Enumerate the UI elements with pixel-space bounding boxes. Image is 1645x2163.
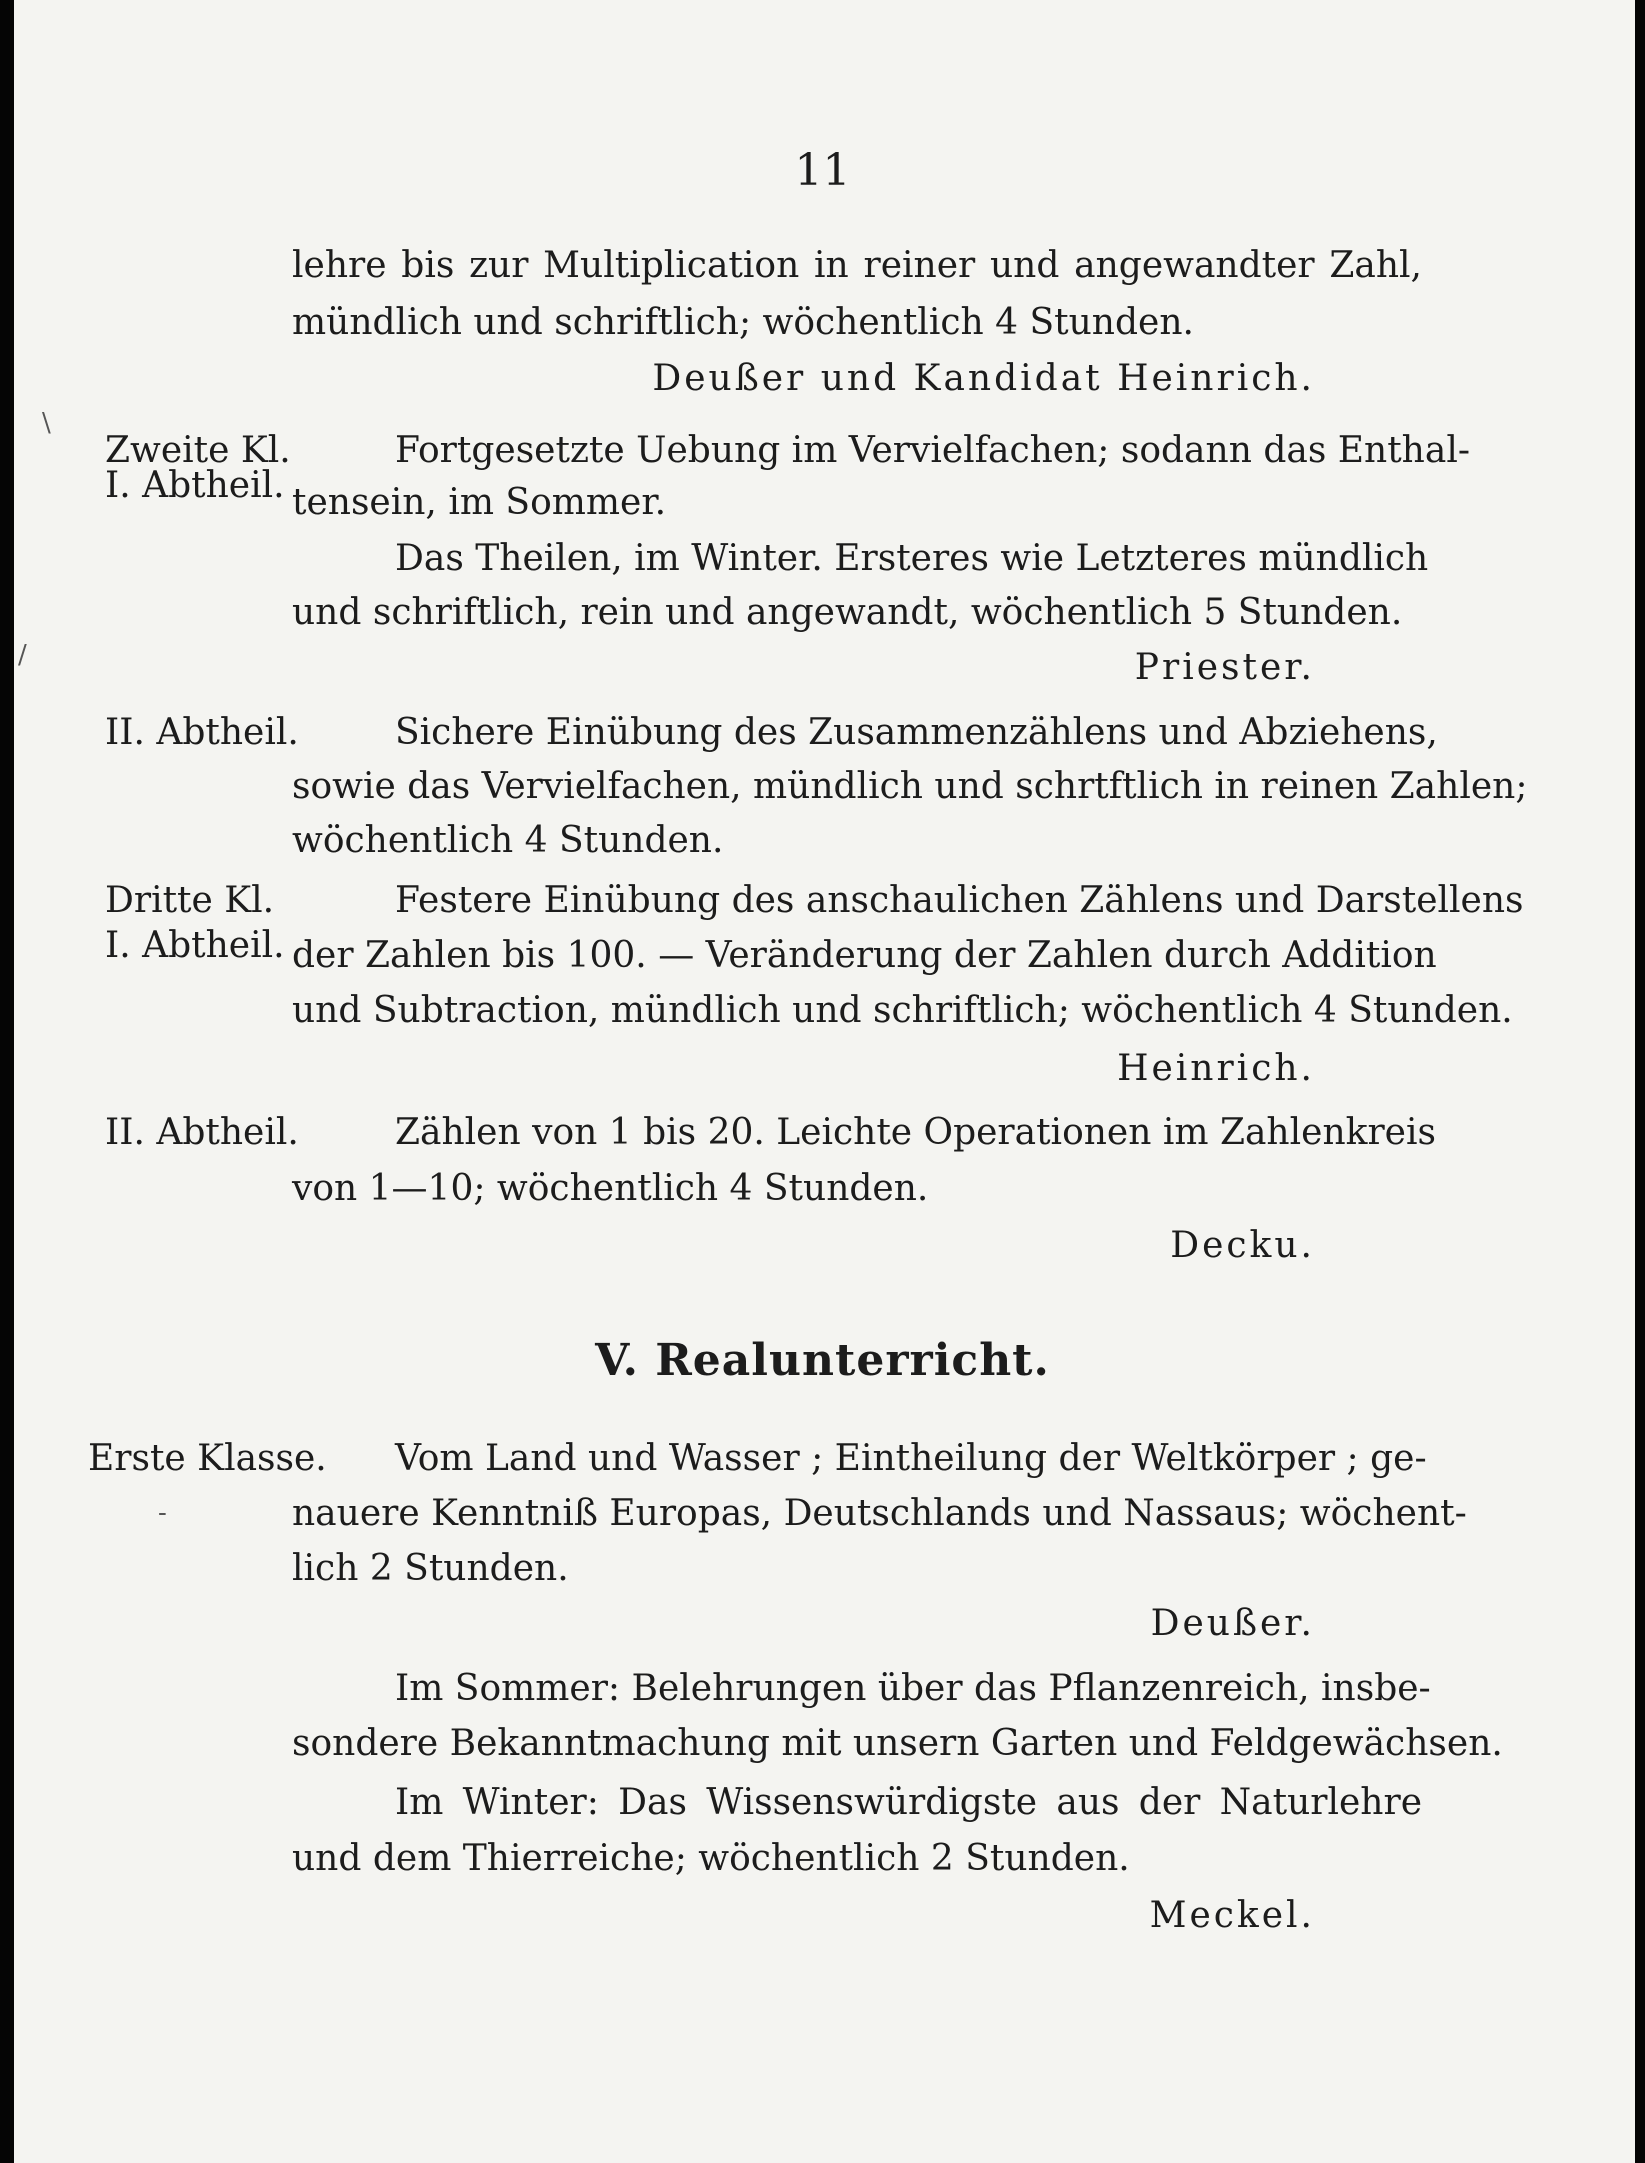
text-line: Vom Land und Wasser ; Eintheilung der Weltkörper ; ge- bbox=[395, 1438, 1427, 1479]
text-line: wöchentlich 4 Stunden. bbox=[292, 820, 724, 861]
teacher-name: Deußer. bbox=[1150, 1603, 1315, 1644]
text-line: Im Sommer: Belehrungen über das Pflanzenreich, insbe- bbox=[395, 1668, 1431, 1709]
class-label: Zweite Kl. bbox=[105, 430, 291, 471]
margin-mark: \ bbox=[42, 408, 51, 438]
class-label: Dritte Kl. bbox=[105, 880, 275, 921]
text-line: nauere Kenntniß Europas, Deutschlands und Nassaus; wöchent- bbox=[292, 1493, 1467, 1534]
text-line: Das Theilen, im Winter. Ersteres wie Letzteres mündlich bbox=[395, 538, 1429, 579]
class-label: Erste Klasse. bbox=[88, 1438, 327, 1479]
teacher-name: Deußer und Kandidat Heinrich. bbox=[652, 358, 1315, 399]
teacher-name: Decku. bbox=[1170, 1225, 1315, 1266]
division-label: II. Abtheil. bbox=[105, 712, 299, 753]
text-line: tensein, im Sommer. bbox=[292, 482, 667, 523]
text-line: und dem Thierreiche; wöchentlich 2 Stunden. bbox=[292, 1838, 1130, 1879]
text-line: Festere Einübung des anschaulichen Zählens und Darstellens bbox=[395, 880, 1524, 921]
teacher-name: Meckel. bbox=[1149, 1895, 1315, 1936]
text-line: Fortgesetzte Uebung im Vervielfachen; sodann das Enthal- bbox=[395, 430, 1471, 471]
text-line: sowie das Vervielfachen, mündlich und schrtftlich in reinen Zahlen; bbox=[292, 766, 1528, 807]
margin-mark: / bbox=[18, 640, 27, 670]
text-line: und schriftlich, rein und angewandt, wöchentlich 5 Stunden. bbox=[292, 592, 1403, 633]
scan-edge-left bbox=[0, 0, 14, 2163]
text-line: Sichere Einübung des Zusammenzählens und Abziehens, bbox=[395, 712, 1438, 753]
text-line: von 1—10; wöchentlich 4 Stunden. bbox=[292, 1168, 929, 1209]
text-line: lehre bis zur Multiplication in reiner und angewandter Zahl, bbox=[292, 245, 1422, 286]
teacher-name: Heinrich. bbox=[1117, 1048, 1315, 1089]
text-line: Zählen von 1 bis 20. Leichte Operationen im Zahlenkreis bbox=[395, 1112, 1436, 1153]
teacher-name: Priester. bbox=[1134, 647, 1315, 688]
division-label: I. Abtheil. bbox=[105, 465, 285, 506]
text-line: der Zahlen bis 100. — Veränderung der Zahlen durch Addition bbox=[292, 935, 1437, 976]
text-line: lich 2 Stunden. bbox=[292, 1548, 569, 1589]
section-heading: V. Realunterricht. bbox=[595, 1335, 1050, 1386]
division-label: I. Abtheil. bbox=[105, 925, 285, 966]
division-label: II. Abtheil. bbox=[105, 1112, 299, 1153]
page-number: 11 bbox=[794, 145, 851, 196]
scan-edge-right bbox=[1635, 0, 1645, 2163]
text-line: sondere Bekanntmachung mit unsern Garten und Feldgewächsen. bbox=[292, 1723, 1503, 1764]
text-line: mündlich und schriftlich; wöchentlich 4 Stunden. bbox=[292, 302, 1194, 343]
text-line: Im Winter: Das Wissenswürdigste aus der Naturlehre bbox=[395, 1782, 1422, 1823]
margin-mark: - bbox=[158, 1498, 167, 1528]
text-line: und Subtraction, mündlich und schriftlich; wöchentlich 4 Stunden. bbox=[292, 990, 1513, 1031]
